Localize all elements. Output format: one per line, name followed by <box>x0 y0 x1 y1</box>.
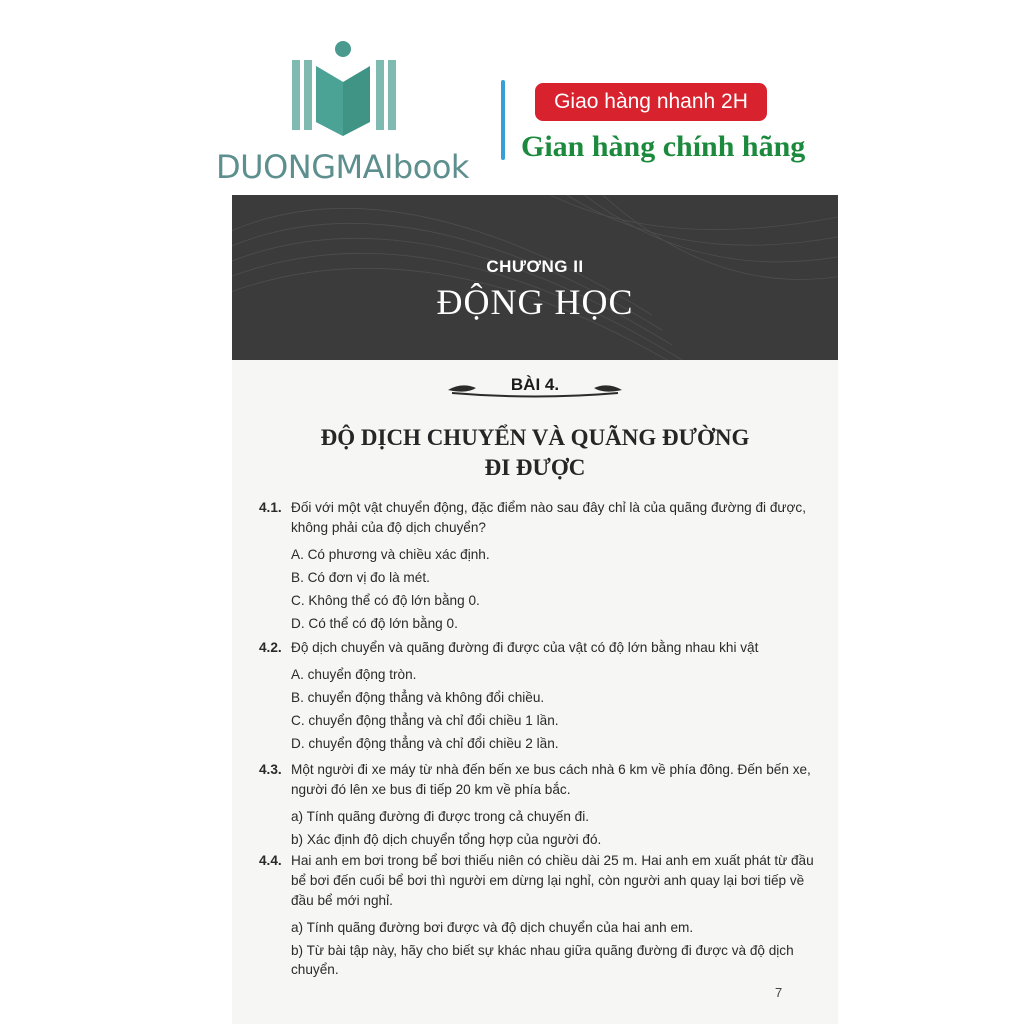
question-stem <box>259 498 814 538</box>
answer-option: C. Không thể có độ lớn bằng 0. <box>291 593 480 608</box>
question-text: Một người đi xe máy từ nhà đến bến xe bus cách nhà 6 km về phía đông. Đến bến xe, người đó lên xe bus đi tiếp 20 km về phía bắc. <box>291 762 811 797</box>
sub-question: b) Xác định độ dịch chuyển tổng hợp của người đó. <box>291 832 602 847</box>
chapter-title: ĐỘNG HỌC <box>436 282 634 322</box>
question-4-4 <box>259 851 814 979</box>
question-4-1 <box>259 498 814 633</box>
book-page <box>232 195 838 1024</box>
sub-question: a) Tính quãng đường bơi được và độ dịch chuyển của hai anh em. <box>291 920 694 935</box>
answer-option: D. chuyển động thẳng và chỉ đổi chiều 2 lần. <box>291 736 559 751</box>
answer-option: B. Có đơn vị đo là mét. <box>291 570 430 585</box>
question-number: 4.3. <box>259 762 282 777</box>
lesson-title-line-1: ĐỘ DỊCH CHUYỂN VÀ QUÃNG ĐƯỜNG <box>320 425 750 450</box>
page-number: 7 <box>775 985 783 1000</box>
header-pattern <box>232 195 838 360</box>
answer-option: D. Có thể có độ lớn bằng 0. <box>291 616 458 631</box>
lesson-title <box>232 423 838 483</box>
question-stem <box>259 851 814 911</box>
question-number: 4.2. <box>259 640 282 655</box>
lesson-title-line-2: ĐI ĐƯỢC <box>484 455 586 480</box>
sub-question: b) Từ bài tập này, hãy cho biết sự khác nhau giữa quãng đường đi được và độ dịch chuyển. <box>291 943 794 977</box>
book-logo-icon <box>284 38 404 138</box>
official-store-label: Gian hàng chính hãng <box>521 130 806 163</box>
question-stem <box>259 638 814 658</box>
question-text: Hai anh em bơi trong bể bơi thiếu niên có chiều dài 25 m. Hai anh em xuất phát từ đầu bể bơi đến cuối bể bơi thì người em dừng lại nghỉ, còn người anh quay lại bơi tiếp về đầu bể mới nghỉ. <box>291 853 814 908</box>
banner-divider <box>501 80 505 160</box>
question-number: 4.1. <box>259 500 282 515</box>
answer-option: A. Có phương và chiều xác định. <box>291 547 490 562</box>
question-stem <box>259 760 814 800</box>
question-4-2 <box>259 638 814 753</box>
question-number: 4.4. <box>259 853 282 868</box>
question-text: Đối với một vật chuyển động, đặc điểm nào sau đây chỉ là của quãng đường đi được, không phải của độ dịch chuyển? <box>291 500 806 535</box>
delivery-badge: Giao hàng nhanh 2H <box>535 83 767 121</box>
answer-option: C. chuyển động thẳng và chỉ đổi chiều 1 lần. <box>291 713 559 728</box>
answer-option: A. chuyển động tròn. <box>291 667 417 682</box>
brand-name: DUONGMAIbook <box>216 148 469 186</box>
question-4-3 <box>259 760 814 849</box>
chapter-label: CHƯƠNG II <box>486 257 584 276</box>
question-text: Độ dịch chuyển và quãng đường đi được của vật có độ lớn bằng nhau khi vật <box>291 640 759 655</box>
chapter-header <box>232 195 838 360</box>
answer-option: B. chuyển động thẳng và không đổi chiều. <box>291 690 545 705</box>
lesson-label: BÀI 4. <box>510 375 560 394</box>
sub-question: a) Tính quãng đường đi được trong cả chuyến đi. <box>291 809 590 824</box>
